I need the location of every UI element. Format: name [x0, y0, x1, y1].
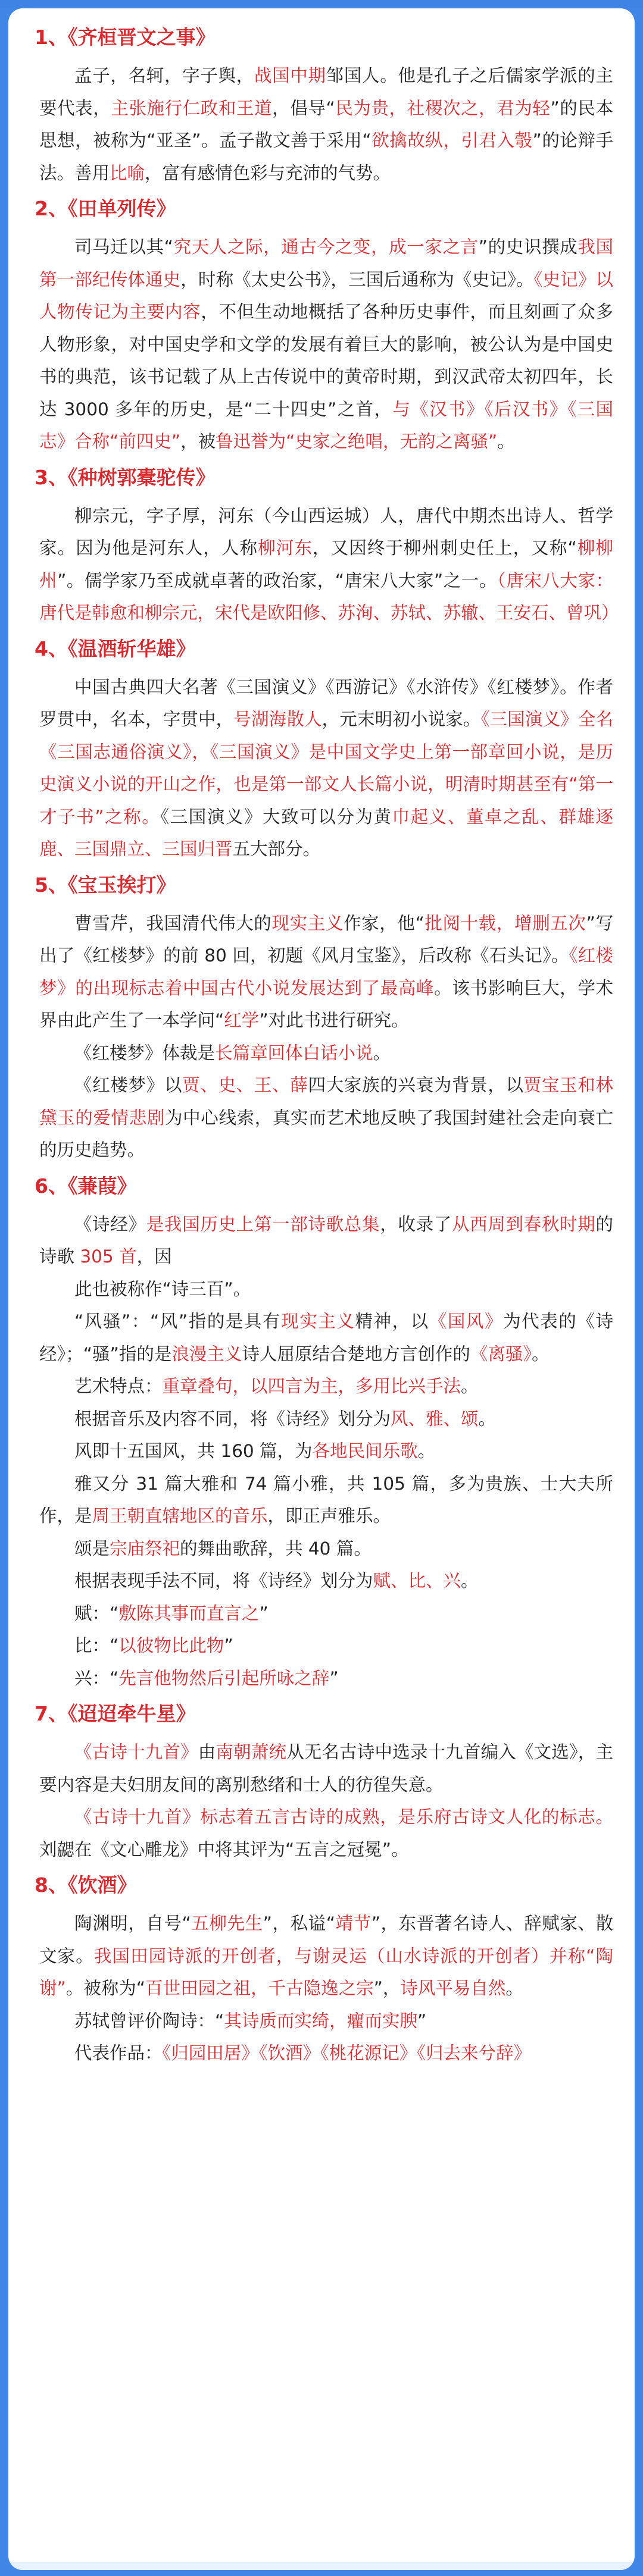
- paragraph: [39, 1305, 613, 1370]
- highlight-text: 《史记》以人物传记为主要内容: [39, 269, 613, 322]
- paragraph: [39, 1736, 613, 1801]
- section-title: 《种树郭橐驼传》: [67, 465, 216, 489]
- paragraph: [39, 1069, 613, 1167]
- section-number: 2、: [35, 197, 68, 220]
- highlight-text: 究天人之际，通古今之变，成一家之言: [173, 237, 479, 257]
- body-text: 《红楼梦》以: [74, 1075, 183, 1095]
- body-text: 司马迁以其“: [74, 237, 173, 257]
- body-text: 柳宗元，字子厚，河东（今山西运城）人，唐代中期杰出诗人、哲学家。因为他是河东人，人称: [39, 505, 613, 558]
- paragraph: [39, 1273, 613, 1306]
- highlight-text: 红学: [224, 1010, 260, 1030]
- section-title: 《田单列传》: [67, 197, 176, 220]
- body-text: 根据音乐及内容不同，将《诗经》划分为: [74, 1408, 391, 1429]
- paragraph: [39, 2005, 613, 2038]
- paragraph: [39, 1629, 613, 1662]
- body-text: 的舞曲歌辞，共 40 篇。: [180, 1538, 372, 1559]
- highlight-text: 五柳先生: [191, 1913, 263, 1933]
- highlight-text: 批阅十载，增删五次: [424, 913, 586, 933]
- body-text: ”，私谥“: [263, 1913, 335, 1933]
- top-stripe: [0, 0, 643, 8]
- highlight-text: 贾宝玉和林黛玉的爱情悲剧: [39, 1075, 613, 1128]
- body-text: ”的史识撰成: [478, 237, 578, 257]
- highlight-text: （唐宋八大家：唐代是韩愈和柳宗元，宋代是欧阳修、苏洵、苏轼、苏辙、王安石、曾巩）: [39, 570, 619, 623]
- body-text: 苏轼曾评价陶诗：“: [74, 2010, 224, 2031]
- paragraph: [39, 1435, 613, 1468]
- body-text: ，时称《太史公书》，三国后通称为《史记》。: [180, 269, 534, 290]
- paragraph: [39, 500, 619, 629]
- body-text: 《诗经》: [74, 1214, 146, 1234]
- highlight-text: 周王朝直辖地区的音乐: [92, 1506, 268, 1526]
- body-text: 根据表现手法不同，将《诗经》划分为: [74, 1571, 373, 1591]
- body-text: 作家，他“: [343, 913, 424, 933]
- highlight-text: 我国第一部纪传体通史: [39, 237, 613, 290]
- body-text: 为中心线索，真实而艺术地反映了我国封建社会走向衰亡的历史趋势。: [39, 1107, 613, 1160]
- body-text: 陶渊明，自号“: [74, 1913, 191, 1933]
- highlight-text: 先言他物然后引起所咏之辞: [118, 1668, 330, 1688]
- body-text: 。被称为“: [65, 1978, 146, 1998]
- highlight-text: 风、雅、颂: [391, 1408, 479, 1429]
- body-text: 曹雪芹，我国清代伟大的: [74, 913, 272, 933]
- highlight-text: 战国中期: [254, 65, 326, 86]
- highlight-text: 从西周到春秋时期: [451, 1214, 596, 1234]
- paragraph: [39, 671, 613, 866]
- body-text: 。: [505, 1978, 523, 1998]
- paragraph: [39, 1662, 613, 1695]
- highlight-text: 是我国历史上第一部诗歌总集: [146, 1214, 380, 1234]
- body-text: ”: [224, 1635, 233, 1656]
- body-text: 的诗歌: [39, 1214, 613, 1267]
- section-heading: [35, 1173, 613, 1200]
- body-text: ，即正声雅乐。: [267, 1506, 391, 1526]
- highlight-text: 其诗质而实绮，癯而实腴: [224, 2010, 417, 2031]
- highlight-text: 各地民间乐歌: [312, 1441, 418, 1461]
- body-text: ，因: [136, 1246, 172, 1267]
- body-text: ，又因终于柳州刺史任上，又称“: [313, 538, 577, 558]
- paragraph: [39, 1403, 613, 1436]
- section-title: 《饮酒》: [67, 1873, 137, 1897]
- body-text: 颂是: [74, 1538, 110, 1559]
- body-text: 。: [497, 431, 515, 452]
- section-7: [35, 1700, 613, 1866]
- body-text: 。: [373, 1042, 391, 1063]
- body-text: ”对此书进行研究。: [259, 1010, 409, 1030]
- body-text: ，被: [180, 431, 216, 452]
- highlight-text: 诗风平易自然: [400, 1978, 506, 1998]
- body-text: 。: [461, 1376, 479, 1396]
- body-text: ”。儒学家乃至成就卓著的政治家，“唐宋八大家”之一。: [57, 570, 497, 591]
- body-text: ”: [329, 1668, 339, 1688]
- paragraph: [39, 1907, 613, 2005]
- section-heading: [35, 464, 613, 491]
- section-number: 3、: [35, 465, 68, 489]
- highlight-text: 浪漫主义: [171, 1343, 242, 1364]
- highlight-text: 《三国演义》全名《三国志通俗演义》，《三国演义》是中国文学史上第一部章回小说，是历史演义小说的开山之作，也是第一部文人长篇小说，明清时期甚至有“第一才子书”之称。: [39, 709, 613, 827]
- body-text: 兴：“: [74, 1668, 119, 1688]
- highlight-text: 比喻: [110, 162, 145, 183]
- highlight-text: 我国田园诗派的开创者，与谢灵运（山水诗派的开创者）并称“陶谢”: [39, 1945, 613, 1998]
- body-text: “风骚”：“风”指的是具有: [74, 1311, 282, 1331]
- body-text: 此也被称作“诗三百”。: [74, 1278, 251, 1299]
- highlight-text: 宗庙祭祀: [110, 1538, 180, 1559]
- highlight-text: 《古诗十九首》: [74, 1742, 198, 1762]
- paragraph: [39, 231, 613, 458]
- highlight-text: 南朝萧统: [216, 1742, 287, 1762]
- section-number: 7、: [35, 1702, 68, 1725]
- body-text: 从无名古诗中选录十九首编入《文选》，主要内容是夫妇朋友间的离别愁绪和士人的彷徨失意。: [39, 1742, 613, 1795]
- section-title: 《迢迢牵牛星》: [67, 1702, 196, 1725]
- body-text: 艺术特点：: [74, 1376, 163, 1396]
- highlight-text: 《国风》: [429, 1311, 504, 1331]
- highlight-text: 305 首: [80, 1246, 137, 1267]
- paragraph: [39, 907, 613, 1037]
- body-text: 五大部分。: [232, 839, 321, 859]
- highlight-text: 敷陈其事而直言之: [118, 1603, 260, 1624]
- highlight-text: 贾、史、王、薛: [182, 1075, 308, 1095]
- notes-content: [8, 8, 635, 2070]
- highlight-text: 《归园田居》《饮酒》《桃花源记》《归去来兮辞》: [162, 2043, 532, 2063]
- highlight-text: 重章叠句，以四言为主，多用比兴手法: [162, 1376, 461, 1396]
- paragraph: [39, 1037, 613, 1070]
- body-text: ”，: [373, 1978, 401, 1998]
- paragraph: [39, 1370, 613, 1403]
- body-text: 孟子，名轲，字子舆，: [74, 65, 254, 86]
- paragraph: [39, 1468, 613, 1533]
- section-title: 《蒹葭》: [67, 1174, 137, 1198]
- section-heading: [35, 195, 613, 222]
- body-text: 邹国人。他是孔子之后儒家学派的主要代表，: [39, 65, 613, 118]
- paragraph: [39, 1565, 613, 1597]
- section-heading: [35, 1872, 613, 1899]
- section-title: 《宝玉挨打》: [67, 873, 176, 897]
- section-title: 《温酒斩华雄》: [67, 637, 196, 660]
- body-text: 代表作品：: [74, 2043, 163, 2063]
- highlight-text: 靖节: [335, 1913, 372, 1933]
- paragraph: [39, 1801, 613, 1866]
- highlight-text: 《离骚》: [470, 1343, 532, 1364]
- body-text: 诗人屈原结合楚地方言创作的: [242, 1343, 470, 1364]
- highlight-text: 百世田园之祖，千古隐逸之宗: [145, 1978, 374, 1998]
- body-text: 风即十五国风，共 160 篇，为: [74, 1441, 313, 1461]
- body-text: 。: [461, 1571, 479, 1591]
- body-text: ”写出了《红楼梦》的前 80 回，初题《风月宝鉴》，后改称《石头记》。: [39, 913, 613, 966]
- section-number: 8、: [35, 1873, 68, 1897]
- body-text: ”: [259, 1603, 269, 1624]
- body-text: 四大家族的兴衰为背景，以: [308, 1075, 524, 1095]
- body-text: ，收录了: [380, 1214, 452, 1234]
- body-text: 中国古典四大名著《三国演义》《西游记》《水浒传》《红楼梦》。作者罗贯中，名本，字贯中，: [39, 676, 613, 729]
- body-text: ，倡导“: [272, 98, 335, 118]
- body-text: ，富有感情色彩与充沛的气势。: [145, 162, 391, 183]
- body-text: 由: [198, 1742, 216, 1762]
- highlight-text: 长篇章回体白话小说: [215, 1042, 373, 1063]
- body-text: 。该书影响巨大，学术界由此产生了一本学问“: [39, 977, 613, 1030]
- highlight-text: 民为贵，社稷次之，君为轻: [335, 98, 551, 118]
- body-text: 精神，以: [355, 1311, 429, 1331]
- body-text: 比：“: [74, 1635, 119, 1656]
- body-text: ，元末明初小说家。: [322, 709, 481, 729]
- body-text: ”，东晋著名诗人、辞赋家、散文家。: [39, 1913, 613, 1966]
- body-text: 。: [417, 1441, 436, 1461]
- section-3: [35, 464, 619, 629]
- section-1: [35, 24, 613, 189]
- paragraph: [39, 59, 613, 189]
- body-text: ”的论辩手法。善用: [39, 130, 613, 183]
- section-number: 4、: [35, 637, 68, 660]
- bottom-band: [8, 2562, 635, 2570]
- section-number: 6、: [35, 1174, 68, 1198]
- body-text: ”: [417, 2010, 427, 2031]
- body-text: 赋：“: [74, 1603, 119, 1624]
- section-title: 《齐桓晋文之事》: [67, 26, 216, 49]
- body-text: 《红楼梦》体裁是: [74, 1042, 216, 1063]
- highlight-text: 主张施行仁政和王道: [111, 98, 273, 118]
- body-text: ”的民本思想，被称为“亚圣”。孟子散文善于采用“: [39, 98, 613, 151]
- paragraph: [39, 1597, 613, 1630]
- highlight-text: 《红楼梦》的出现标志着中国古代小说发展达到了最高峰: [39, 945, 613, 998]
- highlight-text: 赋、比、兴: [373, 1571, 461, 1591]
- highlight-text: 巾起义、董卓之乱、群雄逐鹿、三国鼎立、三国归晋: [39, 806, 613, 859]
- section-4: [35, 635, 613, 866]
- highlight-text: 以彼物比此物: [118, 1635, 224, 1656]
- notes-card: [8, 8, 635, 2570]
- section-5: [35, 872, 613, 1167]
- highlight-text: 现实主义: [271, 913, 344, 933]
- body-text: 刘勰在《文心雕龙》中将其评为“五言之冠冕”。: [39, 1839, 409, 1860]
- body-text: 。: [532, 1343, 550, 1364]
- highlight-text: 鲁迅誉为“史家之绝唱，无韵之离骚”: [216, 431, 498, 452]
- highlight-text: 欲擒故纵，引君入彀: [371, 130, 533, 151]
- highlight-text: 《古诗十九首》标志着五言古诗的成熟，是乐府古诗文人化的标志。: [74, 1807, 613, 1827]
- section-heading: [35, 635, 613, 663]
- body-text: 为代表的《诗经》；“骚”指的是: [39, 1311, 613, 1364]
- body-text: 。: [478, 1408, 497, 1429]
- section-8: [35, 1872, 613, 2070]
- body-text: 雅又分 31 篇大雅和 74 篇小雅，共 105 篇，多为贵族、士大夫所作，是: [39, 1473, 613, 1526]
- paragraph: [39, 2037, 613, 2070]
- highlight-text: 与《汉书》《后汉书》《三国志》合称“前四史”: [39, 399, 613, 452]
- body-text: ，不但生动地概括了各种历史事件，而且刻画了众多人物形象，对中国史学和文学的发展有着巨大的影响，被公认为是中国史书的典范，该书记载了从上古传说中的黄帝时期，到汉武帝太初四年，长达 3000 多年的历史，是“二十四史”之首，: [39, 302, 613, 419]
- highlight-text: 现实主义: [281, 1311, 355, 1331]
- highlight-text: 号湖海散人: [233, 709, 322, 729]
- highlight-text: 柳柳州: [39, 538, 613, 591]
- section-number: 5、: [35, 873, 68, 897]
- highlight-text: 柳河东: [258, 538, 313, 558]
- body-text: 《三国演义》大致可以分为黄: [160, 806, 392, 827]
- section-2: [35, 195, 613, 458]
- section-heading: [35, 1700, 613, 1728]
- section-heading: [35, 24, 613, 51]
- paragraph: [39, 1208, 613, 1273]
- paragraph: [39, 1533, 613, 1565]
- section-heading: [35, 872, 613, 899]
- section-number: 1、: [35, 26, 68, 49]
- section-6: [35, 1173, 613, 1695]
